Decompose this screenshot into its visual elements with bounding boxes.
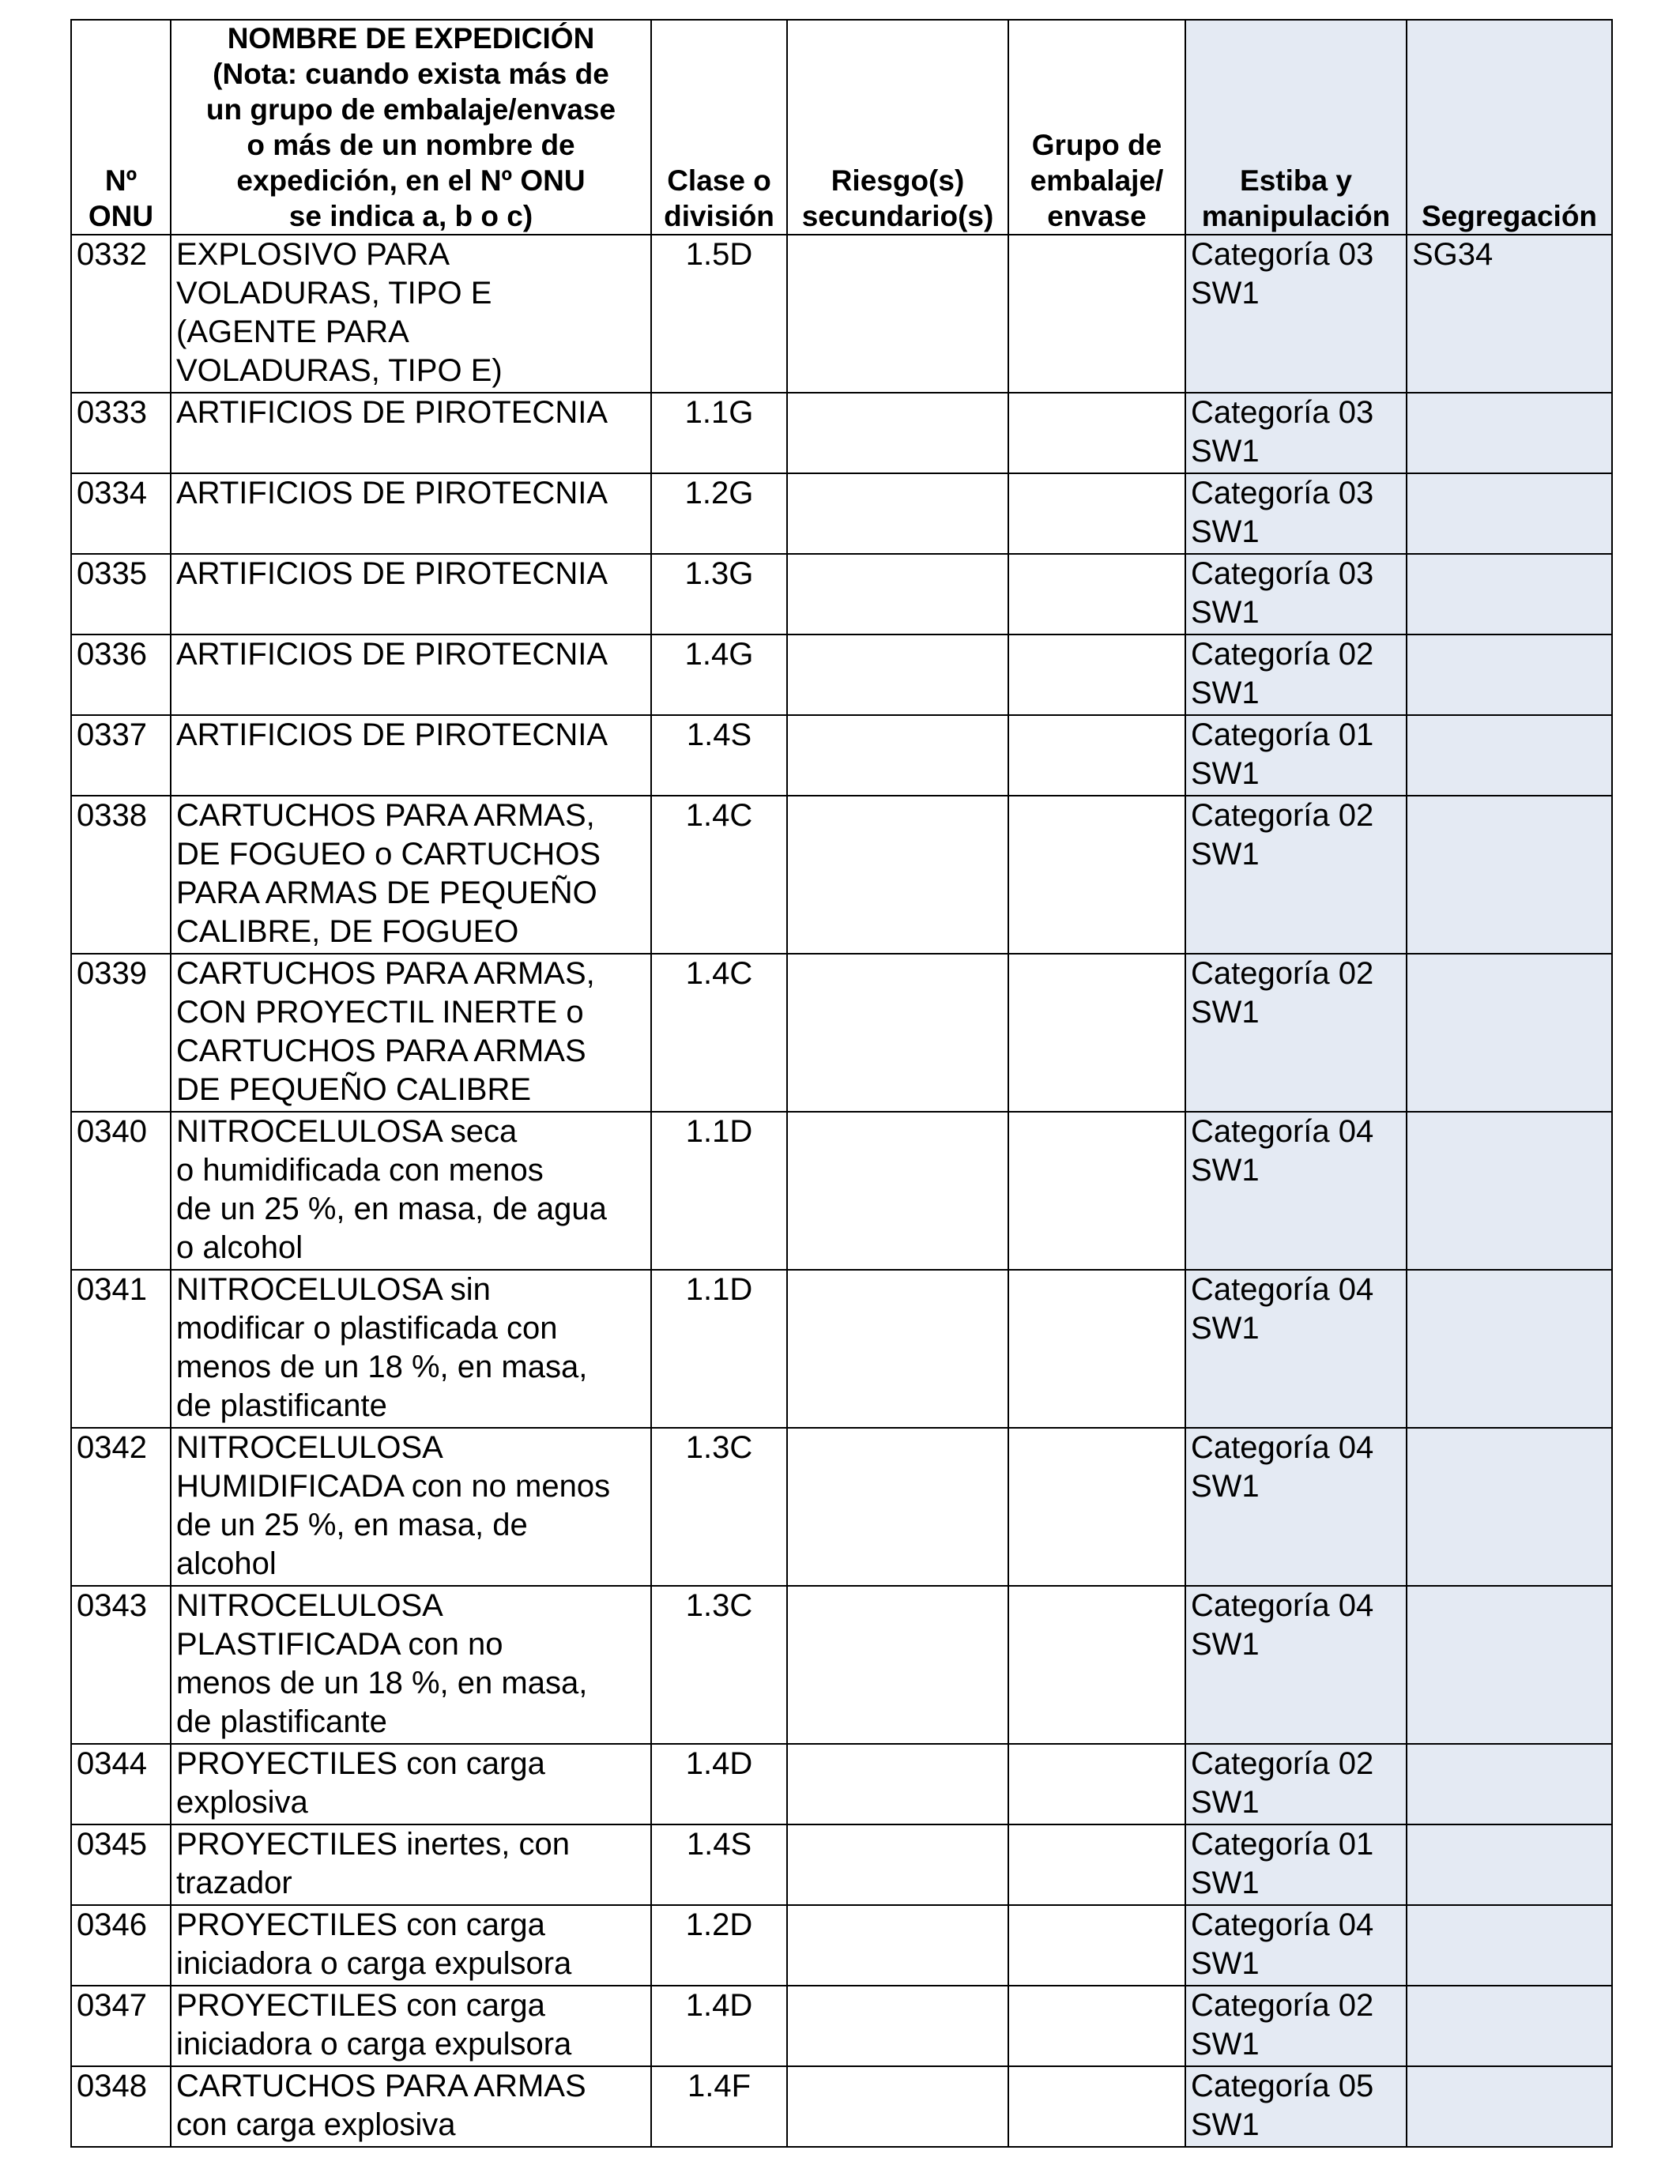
- cell-riesgo: [787, 1428, 1008, 1586]
- cell-segregacion: [1407, 1586, 1612, 1744]
- cell-nombre-text: ARTIFICIOS DE PIROTECNIA: [176, 717, 608, 752]
- cell-onu: [71, 1586, 171, 1744]
- cell-riesgo: [787, 473, 1008, 554]
- cell-riesgo: [787, 634, 1008, 715]
- cell-estiba-text: Categoría 05 SW1: [1191, 2069, 1374, 2142]
- cell-nombre-text: CARTUCHOS PARA ARMAS, CON PROYECTIL INERTE o CARTUCHOS PARA ARMAS DE PEQUEÑO CALIBRE: [176, 956, 595, 1107]
- cell-estiba: [1185, 1905, 1407, 1986]
- cell-grupo: [1008, 715, 1185, 796]
- cell-nombre: [171, 554, 651, 634]
- cell-estiba: [1185, 1586, 1407, 1744]
- cell-onu: [71, 715, 171, 796]
- cell-estiba-text: Categoría 04 SW1: [1191, 1114, 1374, 1188]
- cell-estiba-text: Categoría 02 SW1: [1191, 1746, 1374, 1820]
- cell-onu-text: 0338: [77, 798, 147, 833]
- cell-riesgo: [787, 1986, 1008, 2066]
- cell-segregacion: [1407, 393, 1612, 473]
- cell-riesgo: [787, 715, 1008, 796]
- table-row: [71, 796, 1612, 954]
- cell-clase: [651, 634, 787, 715]
- cell-segregacion: [1407, 554, 1612, 634]
- cell-nombre: [171, 1112, 651, 1270]
- cell-segregacion: [1407, 1270, 1612, 1428]
- cell-estiba-text: Categoría 04 SW1: [1191, 1430, 1374, 1504]
- header-clase: Clase o división: [651, 20, 787, 235]
- cell-riesgo: [787, 554, 1008, 634]
- cell-onu: [71, 1428, 171, 1586]
- cell-onu: [71, 235, 171, 393]
- cell-segregacion: [1407, 235, 1612, 393]
- cell-clase-text: 1.5D: [685, 237, 753, 272]
- cell-estiba: [1185, 235, 1407, 393]
- cell-onu: [71, 1270, 171, 1428]
- cell-nombre-text: PROYECTILES con carga iniciadora o carga expulsora: [176, 1988, 572, 2062]
- cell-grupo: [1008, 2066, 1185, 2147]
- table-row: [71, 235, 1612, 393]
- cell-clase-text: 1.4S: [686, 1827, 752, 1862]
- cell-onu: [71, 1824, 171, 1905]
- cell-estiba: [1185, 2066, 1407, 2147]
- table-row: [71, 1428, 1612, 1586]
- cell-grupo: [1008, 1905, 1185, 1986]
- cell-onu-text: 0342: [77, 1430, 147, 1465]
- cell-grupo: [1008, 554, 1185, 634]
- cell-estiba-text: Categoría 04 SW1: [1191, 1907, 1374, 1981]
- table-row: [71, 1824, 1612, 1905]
- cell-onu-text: 0344: [77, 1746, 147, 1781]
- cell-onu-text: 0345: [77, 1827, 147, 1862]
- cell-estiba-text: Categoría 01 SW1: [1191, 717, 1374, 791]
- table-row: [71, 473, 1612, 554]
- cell-clase: [651, 1986, 787, 2066]
- cell-segregacion: [1407, 796, 1612, 954]
- cell-estiba: [1185, 1428, 1407, 1586]
- cell-riesgo: [787, 1112, 1008, 1270]
- cell-clase-text: 1.2D: [685, 1907, 753, 1942]
- cell-estiba: [1185, 954, 1407, 1112]
- cell-clase-text: 1.4D: [685, 1746, 753, 1781]
- cell-estiba: [1185, 1270, 1407, 1428]
- cell-onu-text: 0341: [77, 1272, 147, 1307]
- cell-nombre: [171, 634, 651, 715]
- cell-nombre: [171, 1586, 651, 1744]
- cell-riesgo: [787, 393, 1008, 473]
- cell-nombre-text: NITROCELULOSA PLASTIFICADA con no menos de un 18 %, en masa, de plastificante: [176, 1588, 588, 1739]
- cell-clase-text: 1.4G: [684, 637, 754, 672]
- cell-nombre-text: ARTIFICIOS DE PIROTECNIA: [176, 476, 608, 510]
- cell-segregacion: [1407, 2066, 1612, 2147]
- cell-clase: [651, 554, 787, 634]
- cell-estiba-text: Categoría 02 SW1: [1191, 637, 1374, 710]
- cell-nombre-text: PROYECTILES inertes, con trazador: [176, 1827, 570, 1900]
- cell-clase: [651, 393, 787, 473]
- cell-clase-text: 1.4D: [685, 1988, 753, 2023]
- cell-onu: [71, 1112, 171, 1270]
- cell-nombre-text: NITROCELULOSA seca o humidificada con menos de un 25 %, en masa, de agua o alcohol: [176, 1114, 607, 1265]
- cell-grupo: [1008, 954, 1185, 1112]
- cell-clase: [651, 715, 787, 796]
- cell-nombre-text: EXPLOSIVO PARA VOLADURAS, TIPO E (AGENTE PARA VOLADURAS, TIPO E): [176, 237, 503, 388]
- cell-estiba-text: Categoría 03 SW1: [1191, 237, 1374, 311]
- cell-grupo: [1008, 1270, 1185, 1428]
- cell-grupo: [1008, 393, 1185, 473]
- cell-onu: [71, 1744, 171, 1824]
- cell-estiba-text: Categoría 04 SW1: [1191, 1272, 1374, 1346]
- cell-onu: [71, 1986, 171, 2066]
- table-row: [71, 1986, 1612, 2066]
- table-row: [71, 954, 1612, 1112]
- cell-grupo: [1008, 1986, 1185, 2066]
- cell-estiba-text: Categoría 03 SW1: [1191, 556, 1374, 630]
- cell-onu-text: 0335: [77, 556, 147, 591]
- cell-grupo: [1008, 1112, 1185, 1270]
- cell-segregacion: [1407, 1824, 1612, 1905]
- cell-nombre: [171, 1986, 651, 2066]
- cell-clase: [651, 1824, 787, 1905]
- cell-clase: [651, 954, 787, 1112]
- cell-nombre: [171, 954, 651, 1112]
- cell-clase: [651, 2066, 787, 2147]
- cell-onu-text: 0347: [77, 1988, 147, 2023]
- header-grupo: Grupo de embalaje/ envase: [1008, 20, 1185, 235]
- cell-clase-text: 1.1D: [685, 1272, 753, 1307]
- cell-onu-text: 0336: [77, 637, 147, 672]
- cell-segregacion: [1407, 1744, 1612, 1824]
- cell-segregacion: [1407, 634, 1612, 715]
- cell-nombre: [171, 393, 651, 473]
- cell-estiba: [1185, 473, 1407, 554]
- cell-clase-text: 1.1D: [685, 1114, 753, 1149]
- dangerous-goods-table: [70, 19, 1613, 2148]
- header-segregacion: Segregación: [1407, 20, 1612, 235]
- cell-grupo: [1008, 634, 1185, 715]
- cell-clase-text: 1.4C: [685, 798, 753, 833]
- cell-nombre-text: NITROCELULOSA sin modificar o plastificada con menos de un 18 %, en masa, de plastificante: [176, 1272, 588, 1423]
- cell-onu: [71, 796, 171, 954]
- cell-grupo: [1008, 1824, 1185, 1905]
- cell-onu-text: 0340: [77, 1114, 147, 1149]
- cell-segregacion-text: SG34: [1412, 237, 1494, 272]
- cell-nombre: [171, 235, 651, 393]
- dangerous-goods-table-page: [70, 19, 1611, 2148]
- cell-clase: [651, 473, 787, 554]
- cell-nombre-text: CARTUCHOS PARA ARMAS con carga explosiva: [176, 2069, 586, 2142]
- table-row: [71, 2066, 1612, 2147]
- cell-estiba-text: Categoría 02 SW1: [1191, 1988, 1374, 2062]
- cell-segregacion: [1407, 1986, 1612, 2066]
- cell-nombre: [171, 796, 651, 954]
- cell-onu-text: 0343: [77, 1588, 147, 1623]
- cell-estiba: [1185, 796, 1407, 954]
- cell-riesgo: [787, 1905, 1008, 1986]
- cell-onu: [71, 473, 171, 554]
- table-row: [71, 634, 1612, 715]
- cell-grupo: [1008, 1744, 1185, 1824]
- cell-nombre-text: PROYECTILES con carga iniciadora o carga expulsora: [176, 1907, 572, 1981]
- cell-clase-text: 1.2G: [684, 476, 754, 510]
- header-riesgo: Riesgo(s) secundario(s): [787, 20, 1008, 235]
- cell-nombre: [171, 473, 651, 554]
- cell-clase-text: 1.3G: [684, 556, 754, 591]
- cell-estiba-text: Categoría 01 SW1: [1191, 1827, 1374, 1900]
- table-row: [71, 1905, 1612, 1986]
- cell-clase-text: 1.4S: [686, 717, 752, 752]
- cell-riesgo: [787, 235, 1008, 393]
- cell-onu: [71, 954, 171, 1112]
- cell-clase: [651, 1112, 787, 1270]
- table-row: [71, 715, 1612, 796]
- cell-nombre: [171, 1824, 651, 1905]
- cell-riesgo: [787, 1824, 1008, 1905]
- cell-estiba-text: Categoría 02 SW1: [1191, 798, 1374, 872]
- table-row: [71, 1112, 1612, 1270]
- cell-onu: [71, 1905, 171, 1986]
- cell-clase: [651, 235, 787, 393]
- cell-nombre: [171, 1744, 651, 1824]
- cell-nombre-text: NITROCELULOSA HUMIDIFICADA con no menos de un 25 %, en masa, de alcohol: [176, 1430, 611, 1581]
- cell-estiba: [1185, 1744, 1407, 1824]
- cell-clase: [651, 796, 787, 954]
- table-row: [71, 554, 1612, 634]
- cell-estiba-text: Categoría 04 SW1: [1191, 1588, 1374, 1662]
- cell-onu-text: 0348: [77, 2069, 147, 2103]
- cell-nombre: [171, 715, 651, 796]
- cell-riesgo: [787, 1586, 1008, 1744]
- header-row: [71, 20, 1612, 235]
- cell-estiba-text: Categoría 02 SW1: [1191, 956, 1374, 1030]
- cell-onu: [71, 634, 171, 715]
- header-nombre: NOMBRE DE EXPEDICIÓN (Nota: cuando exista más de un grupo de embalaje/envase o más de un nombre de expedición, en el Nº ONU se indica a, b o c): [171, 20, 651, 235]
- cell-nombre-text: ARTIFICIOS DE PIROTECNIA: [176, 637, 608, 672]
- cell-riesgo: [787, 954, 1008, 1112]
- cell-grupo: [1008, 1586, 1185, 1744]
- cell-onu-text: 0333: [77, 395, 147, 430]
- cell-clase: [651, 1586, 787, 1744]
- cell-estiba-text: Categoría 03 SW1: [1191, 395, 1374, 469]
- cell-nombre: [171, 2066, 651, 2147]
- header-onu: Nº ONU: [71, 20, 171, 235]
- cell-nombre-text: ARTIFICIOS DE PIROTECNIA: [176, 395, 608, 430]
- cell-estiba-text: Categoría 03 SW1: [1191, 476, 1374, 549]
- cell-onu-text: 0339: [77, 956, 147, 991]
- cell-grupo: [1008, 235, 1185, 393]
- cell-riesgo: [787, 796, 1008, 954]
- cell-riesgo: [787, 1270, 1008, 1428]
- cell-onu-text: 0346: [77, 1907, 147, 1942]
- cell-clase-text: 1.4F: [687, 2069, 751, 2103]
- cell-riesgo: [787, 2066, 1008, 2147]
- cell-grupo: [1008, 1428, 1185, 1586]
- table-row: [71, 1744, 1612, 1824]
- cell-clase-text: 1.1G: [684, 395, 754, 430]
- cell-estiba: [1185, 1824, 1407, 1905]
- cell-grupo: [1008, 796, 1185, 954]
- cell-clase-text: 1.4C: [685, 956, 753, 991]
- cell-clase: [651, 1744, 787, 1824]
- cell-segregacion: [1407, 1905, 1612, 1986]
- cell-nombre-text: ARTIFICIOS DE PIROTECNIA: [176, 556, 608, 591]
- cell-nombre-text: PROYECTILES con carga explosiva: [176, 1746, 545, 1820]
- table-row: [71, 1270, 1612, 1428]
- cell-segregacion: [1407, 1112, 1612, 1270]
- cell-riesgo: [787, 1744, 1008, 1824]
- cell-estiba: [1185, 1986, 1407, 2066]
- table-row: [71, 1586, 1612, 1744]
- cell-estiba: [1185, 634, 1407, 715]
- cell-estiba: [1185, 1112, 1407, 1270]
- cell-estiba: [1185, 393, 1407, 473]
- cell-onu-text: 0334: [77, 476, 147, 510]
- cell-nombre-text: CARTUCHOS PARA ARMAS, DE FOGUEO o CARTUCHOS PARA ARMAS DE PEQUEÑO CALIBRE, DE FOGUEO: [176, 798, 601, 949]
- cell-clase-text: 1.3C: [685, 1588, 753, 1623]
- table-row: [71, 393, 1612, 473]
- header-estiba: Estiba y manipulación: [1185, 20, 1407, 235]
- cell-nombre: [171, 1905, 651, 1986]
- cell-clase: [651, 1270, 787, 1428]
- cell-nombre: [171, 1270, 651, 1428]
- cell-segregacion: [1407, 715, 1612, 796]
- cell-onu: [71, 554, 171, 634]
- cell-clase: [651, 1905, 787, 1986]
- cell-clase-text: 1.3C: [685, 1430, 753, 1465]
- cell-segregacion: [1407, 1428, 1612, 1586]
- cell-onu: [71, 393, 171, 473]
- cell-estiba: [1185, 715, 1407, 796]
- cell-onu: [71, 2066, 171, 2147]
- cell-nombre: [171, 1428, 651, 1586]
- cell-grupo: [1008, 473, 1185, 554]
- table-body: [71, 235, 1612, 2147]
- cell-segregacion: [1407, 473, 1612, 554]
- cell-clase: [651, 1428, 787, 1586]
- cell-estiba: [1185, 554, 1407, 634]
- cell-onu-text: 0337: [77, 717, 147, 752]
- cell-onu-text: 0332: [77, 237, 147, 272]
- cell-segregacion: [1407, 954, 1612, 1112]
